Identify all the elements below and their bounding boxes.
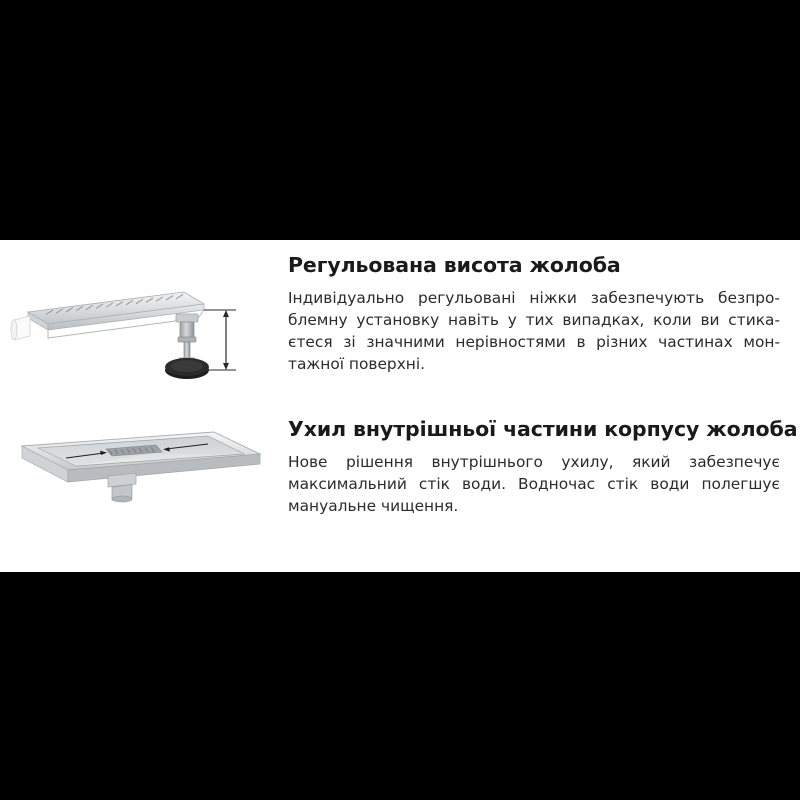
body-line: єтеся зі значними нерівностями в різних частинах мон- [288,332,780,351]
body-line: блемну установку навіть у тих випадках, коли ви стика- [288,310,780,329]
linear-drain-with-adjustable-legs-image [8,254,270,404]
feature-body-adjustable-height [288,287,780,376]
body-line: тажної поверхні. [288,355,426,374]
figure-adjustable-height [8,254,270,404]
body-line: максимальний стік води. Водночас стік води полегшує [288,474,780,493]
figure-inner-slope [8,418,270,568]
dimension-arrow-icon [204,310,236,370]
feature-title-adjustable-height: Регульована висота жолоба [288,253,621,277]
drain-body-inner-slope-top-view-image [8,418,270,528]
body-line: Нове рішення внутрішнього ухилу, який забезпечує [288,452,780,471]
content-panel [0,240,800,572]
text-column-adjustable-height [288,254,780,375]
text-column-inner-slope [288,417,798,517]
feature-title-inner-slope: Ухил внутрішньої частини корпусу жолоба [288,417,798,441]
body-line: мануальне чищення. [288,496,459,515]
feature-body-inner-slope [288,451,780,518]
body-line: Індивідуально регульовані ніжки забезпечують безпро- [288,288,780,307]
